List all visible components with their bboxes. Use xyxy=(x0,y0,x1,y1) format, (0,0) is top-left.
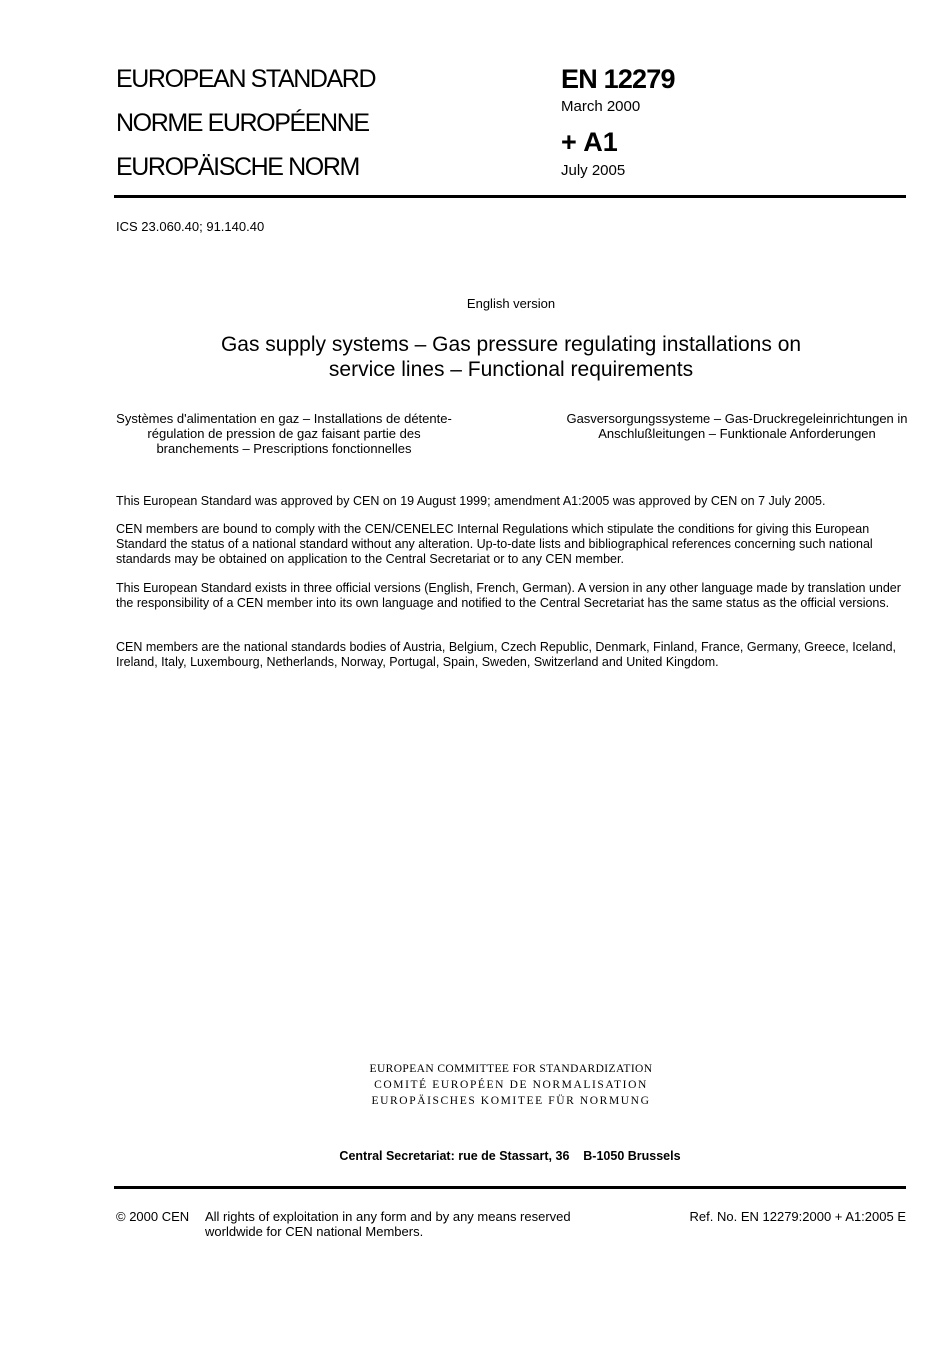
copyright: © 2000 CEN xyxy=(116,1209,190,1224)
title-line: Gas supply systems – Gas pressure regulating installations on xyxy=(220,333,802,356)
regulations-paragraph: CEN members are bound to comply with the CEN/CENELEC Internal Regulations which stipulate the conditions for giving this European Standard the status of a national standard without any alteration. Up-to-date lists and bibliographical references concerning such national standards may be obtained on application to the Central Secretariat or to any CEN member. xyxy=(116,522,873,566)
committee-name-de: EUROPÄISCHES KOMITEE FÜR NORMUNG xyxy=(371,1095,651,1107)
reference-number: Ref. No. EN 12279:2000 + A1:2005 E xyxy=(689,1209,906,1224)
header-divider xyxy=(114,195,906,198)
title-french-line: Systèmes d'alimentation en gaz – Installations de détente- xyxy=(116,411,452,426)
standard-name-en: EUROPEAN STANDARD xyxy=(116,65,376,93)
rights-statement xyxy=(205,1209,571,1239)
title-line: service lines – Functional requirements xyxy=(328,358,694,381)
standard-name-fr: NORME EUROPÉENNE xyxy=(116,109,369,137)
standard-number: EN 12279 xyxy=(561,64,675,94)
title-french-line: branchements – Prescriptions fonctionnelles xyxy=(156,441,412,456)
version-label: English version xyxy=(466,296,556,311)
committee-name-en: EUROPEAN COMMITTEE FOR STANDARDIZATION xyxy=(369,1063,653,1075)
standard-date: March 2000 xyxy=(561,98,641,115)
title-french xyxy=(104,411,464,456)
committee-names xyxy=(311,1061,711,1109)
central-secretariat: Central Secretariat: rue de Stassart, 36 B-1050 Brussels xyxy=(339,1149,681,1163)
footer-divider xyxy=(114,1186,906,1189)
title-german-line: Gasversorgungssysteme – Gas-Druckregeleinrichtungen in xyxy=(566,411,908,426)
members-paragraph: CEN members are the national standards bodies of Austria, Belgium, Czech Republic, Denmark, Finland, France, Germany, Greece, Iceland, Ireland, Italy, Luxembourg, Netherlands, Norway, Portugal, Spain, Sweden, Switzerland and United Kingdom. xyxy=(116,640,896,669)
rights-line: worldwide for CEN national Members. xyxy=(205,1224,424,1239)
rights-line: All rights of exploitation in any form and by any means reserved xyxy=(205,1209,571,1224)
title-german xyxy=(562,411,912,441)
ics-codes: ICS 23.060.40; 91.140.40 xyxy=(116,219,265,234)
versions-paragraph: This European Standard exists in three official versions (English, French, German). A version in any other language made by translation under the responsibility of a CEN member into its own language and notified to the Central Secretariat has the same status as the official versions. xyxy=(116,581,901,610)
amendment-label: + A1 xyxy=(561,127,618,157)
amendment-date: July 2005 xyxy=(561,162,626,179)
committee-name-fr: COMITÉ EUROPÉEN DE NORMALISATION xyxy=(374,1079,648,1091)
title-german-line: Anschlußleitungen – Funktionale Anforderungen xyxy=(598,426,876,441)
standard-name-de: EUROPÄISCHE NORM xyxy=(116,153,359,181)
document-title xyxy=(136,332,886,382)
title-french-line: régulation de pression de gaz faisant partie des xyxy=(147,426,421,441)
approval-paragraph: This European Standard was approved by CEN on 19 August 1999; amendment A1:2005 was approved by CEN on 7 July 2005. xyxy=(116,494,826,508)
